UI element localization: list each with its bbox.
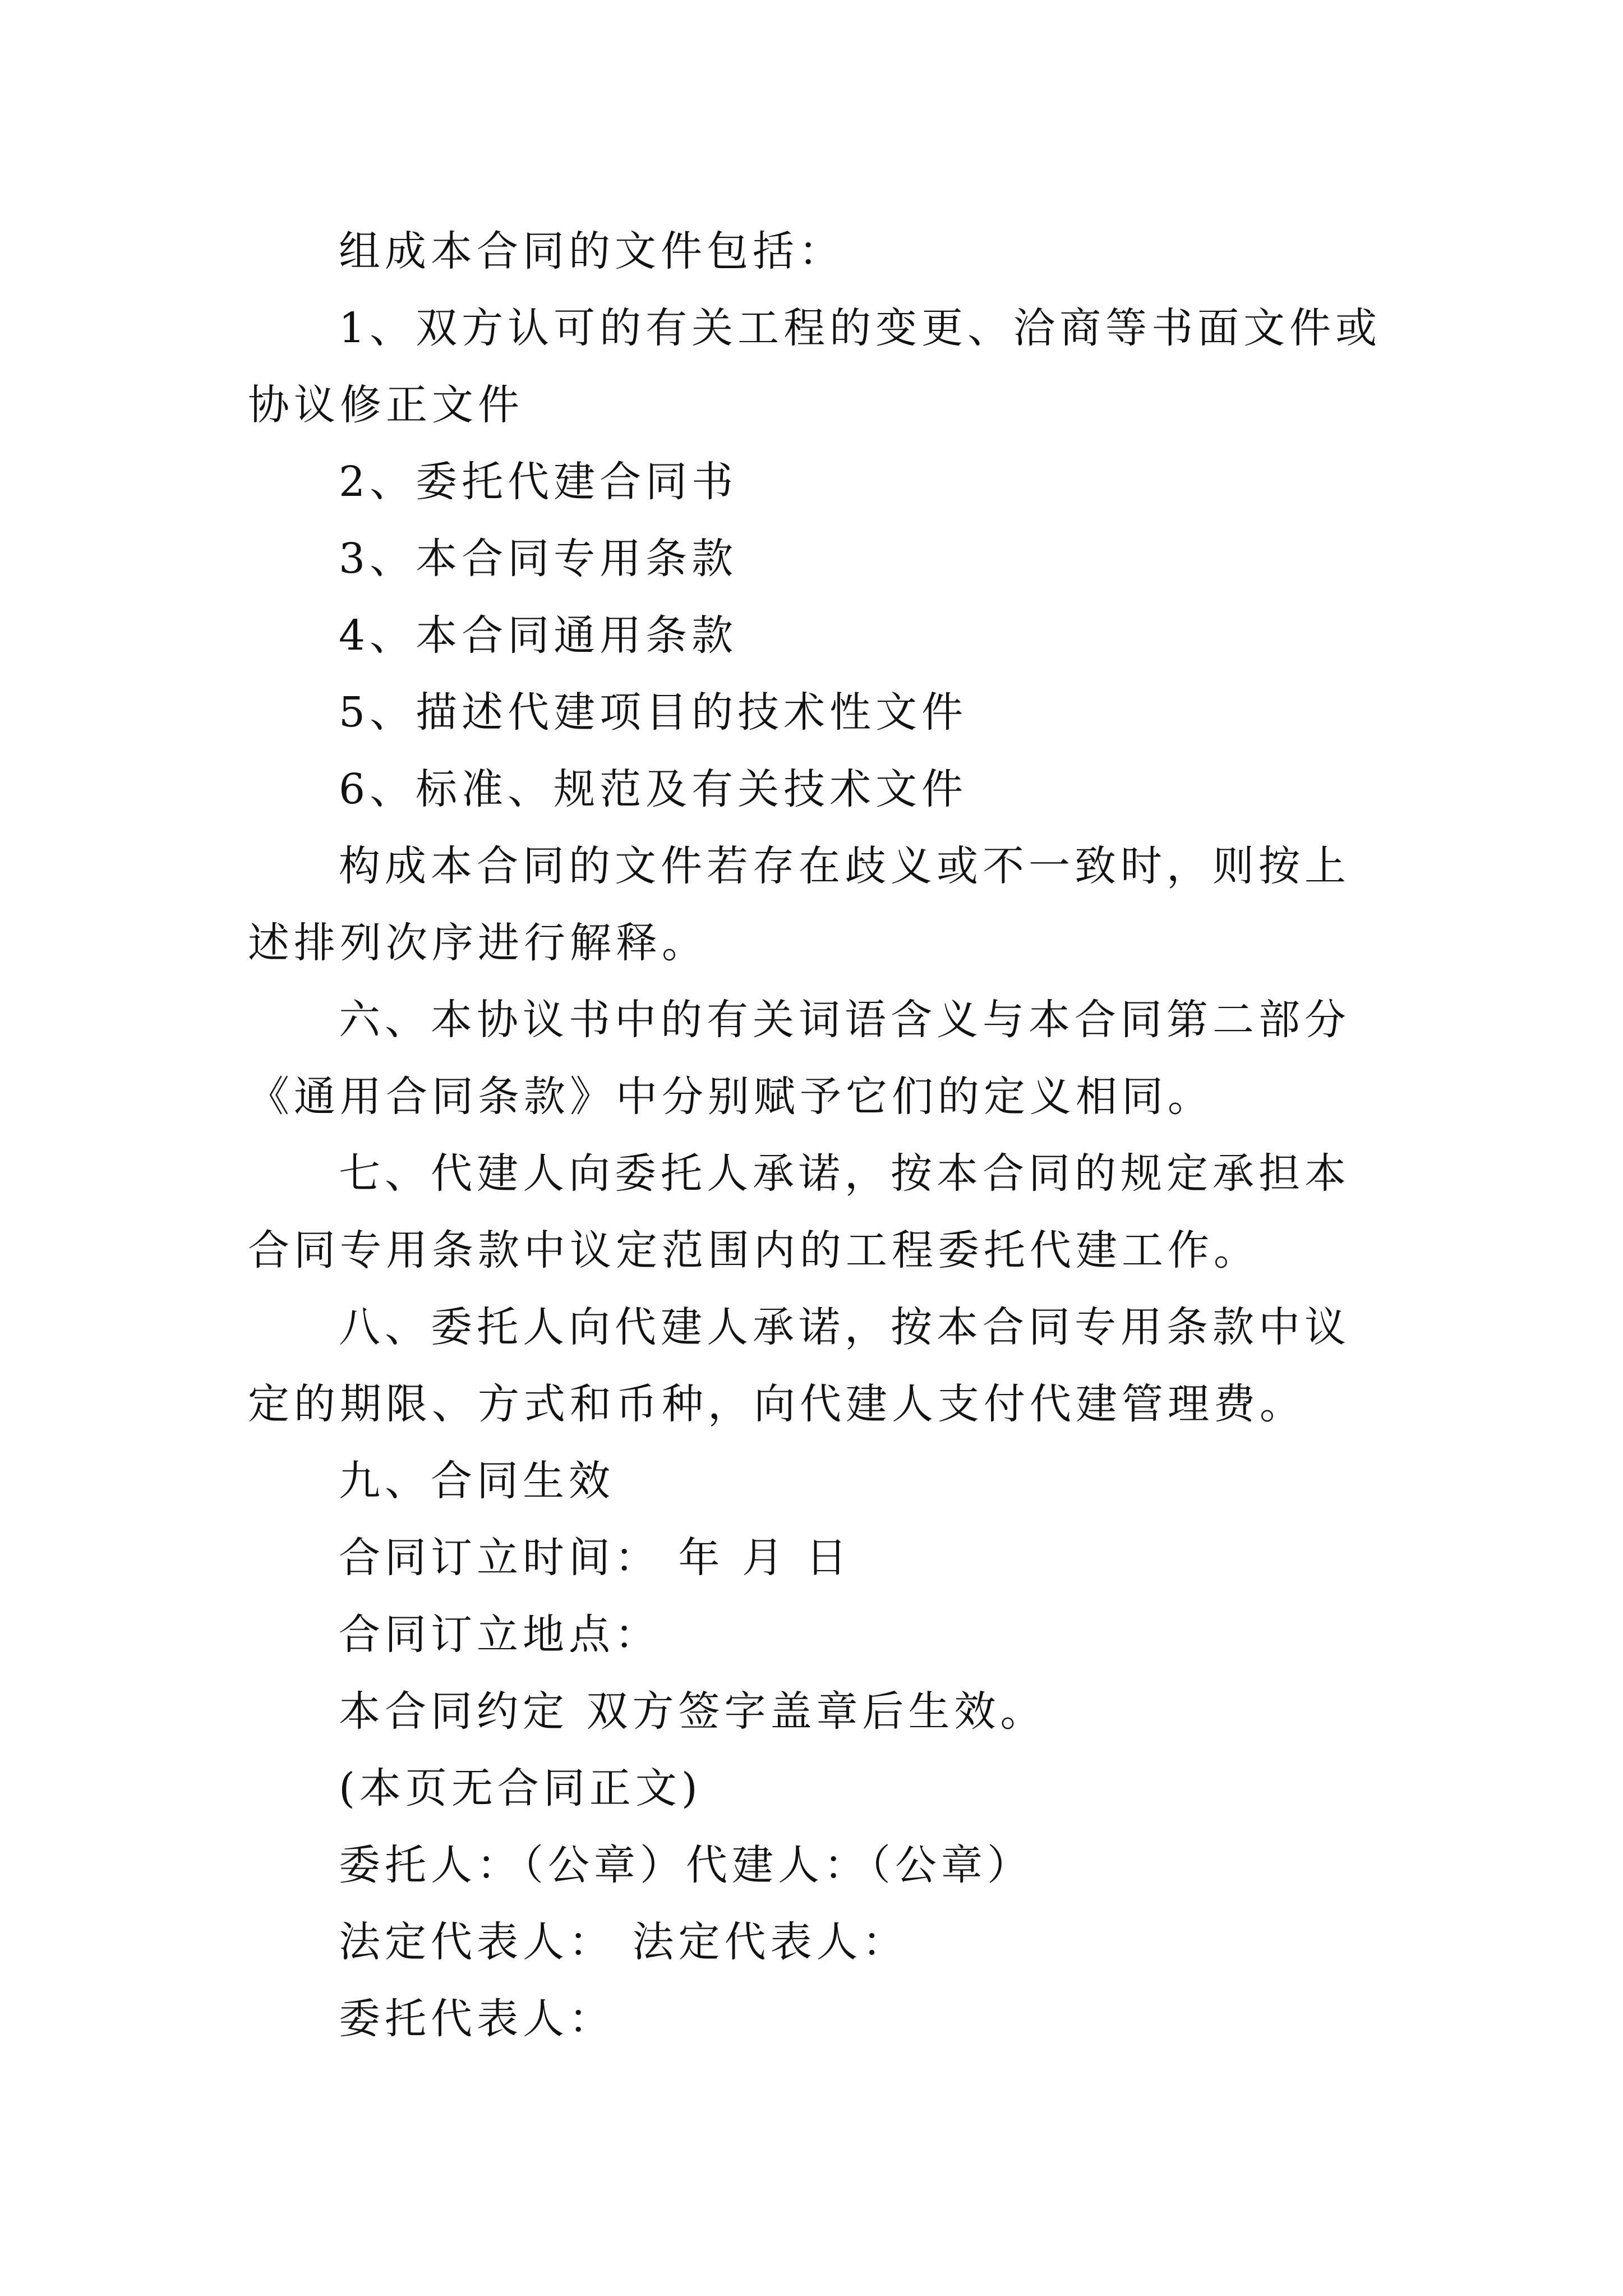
- documents-intro: 组成本合同的文件包括：: [339, 227, 845, 275]
- list-item-1: 1、双方认可的有关工程的变更、洽商等书面文件或协议修正文件: [248, 304, 1382, 429]
- list-item-4: 4、本合同通用条款: [339, 611, 738, 660]
- document-body: [248, 213, 1386, 2058]
- legal-representatives: 法定代表人： 法定代表人：: [339, 1918, 909, 1966]
- list-item-2: 2、委托代建合同书: [339, 458, 738, 506]
- signing-place: 合同订立地点：: [339, 1611, 661, 1659]
- signing-date: 合同订立时间： 年 月 日: [339, 1534, 852, 1582]
- interpretation-order: 构成本合同的文件若存在歧义或不一致时，则按上述排列次序进行解释。: [248, 842, 1350, 967]
- clause-nine: 九、合同生效: [339, 1457, 615, 1505]
- party-seals: 委托人：（公章）代建人：（公章）: [339, 1841, 1033, 1889]
- list-item-3: 3、本合同专用条款: [339, 535, 738, 583]
- list-item-5: 5、描述代建项目的技术性文件: [339, 688, 968, 737]
- no-body-note: (本页无合同正文): [339, 1764, 702, 1812]
- authorized-representative: 委托代表人：: [339, 1995, 615, 2043]
- effective-condition: 本合同约定 双方签字盖章后生效。: [339, 1687, 1046, 1736]
- clause-eight: 八、委托人向代建人承诺，按本合同专用条款中议定的期限、方式和币种，向代建人支付代建管理费。: [248, 1303, 1350, 1428]
- list-item-6: 6、标准、规范及有关技术文件: [339, 765, 968, 813]
- clause-seven: 七、代建人向委托人承诺，按本合同的规定承担本合同专用条款中议定范围内的工程委托代建工作。: [248, 1149, 1350, 1274]
- clause-six: 六、本协议书中的有关词语含义与本合同第二部分《通用合同条款》中分别赋予它们的定义相同。: [248, 996, 1350, 1121]
